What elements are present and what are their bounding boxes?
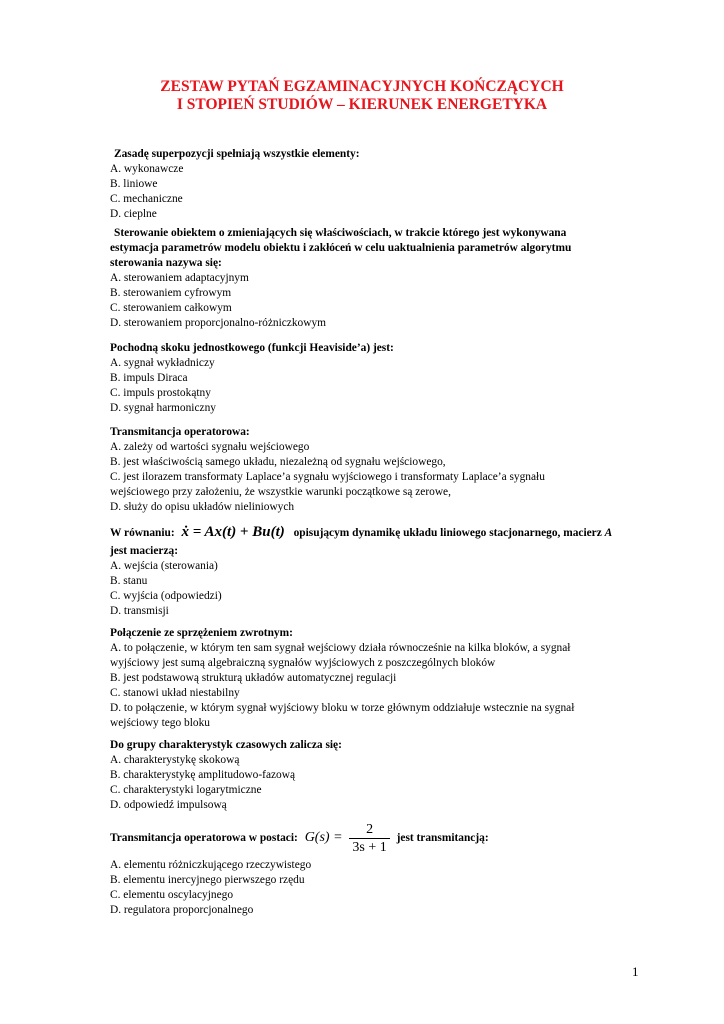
- answer-option: A. wejścia (sterowania): [110, 560, 218, 572]
- answer-option: B. jest właściwością samego układu, niezależną od sygnału wejściowego,: [110, 456, 446, 468]
- answer-option: wyjściowy jest sumą algebraiczną sygnałów wyjściowych z poszczególnych bloków: [110, 657, 496, 669]
- question-stem: Do grupy charakterystyk czasowych zalicza się:: [110, 739, 342, 751]
- fraction-numerator: 2: [349, 821, 389, 839]
- question-2: [110, 226, 670, 331]
- stem-suffix: opisującym dynamikę układu liniowego stacjonarnego, macierz: [293, 527, 602, 539]
- question-4: [110, 425, 670, 515]
- title-line-1: ZESTAW PYTAŃ EGZAMINACYJNYCH KOŃCZĄCYCH: [160, 78, 564, 95]
- title-line-2: I STOPIEŃ STUDIÓW – KIERUNEK ENERGETYKA: [176, 96, 548, 113]
- question-1: [110, 147, 670, 222]
- answer-option: B. stanu: [110, 575, 148, 587]
- question-stem: Transmitancja operatorowa:: [110, 426, 250, 438]
- question-stem-line: jest macierzą:: [110, 545, 178, 557]
- question-3: [110, 341, 670, 416]
- answer-option: A. zależy od wartości sygnału wejściowego: [110, 441, 310, 453]
- answer-option: D. regulatora proporcjonalnego: [110, 904, 254, 916]
- question-7: [110, 738, 670, 813]
- answer-option: D. sterowaniem proporcjonalno-różniczkowym: [110, 317, 327, 329]
- question-5: [110, 521, 670, 619]
- answer-option: C. mechaniczne: [110, 193, 183, 205]
- answer-option: D. transmisji: [110, 605, 169, 617]
- state-equation: ẋ = Ax(t) + Bu(t): [181, 524, 285, 540]
- answer-option: B. elementu inercyjnego pierwszego rzędu: [110, 874, 305, 886]
- question-6: [110, 626, 670, 731]
- answer-option: A. wykonawcze: [110, 163, 184, 175]
- answer-option: wejściowego przy założeniu, że wszystkie warunki początkowe są zerowe,: [110, 486, 451, 498]
- answer-option: C. charakterystyki logarytmiczne: [110, 784, 262, 796]
- answer-option: A. to połączenie, w którym ten sam sygnał wejściowy działa równocześnie na kilka bloków, a sygnał: [110, 642, 571, 654]
- answer-option: A. charakterystykę skokową: [110, 754, 240, 766]
- answer-option: A. sygnał wykładniczy: [110, 357, 215, 369]
- question-stem: Połączenie ze sprzężeniem zwrotnym:: [110, 627, 293, 639]
- answer-option: B. sterowaniem cyfrowym: [110, 287, 232, 299]
- question-stem-line: [110, 820, 670, 858]
- transfer-function-lhs: G(s) =: [304, 830, 343, 845]
- question-stem: Pochodną skoku jednostkowego (funkcji Heaviside’a) jest:: [110, 342, 394, 354]
- answer-option: C. elementu oscylacyjnego: [110, 889, 234, 901]
- question-stem: Zasadę superpozycji spełniają wszystkie elementy:: [114, 148, 360, 160]
- answer-option: B. liniowe: [110, 178, 158, 190]
- answer-option: D. cieplne: [110, 208, 157, 220]
- answer-option: D. sygnał harmoniczny: [110, 402, 216, 414]
- stem-prefix: W równaniu:: [110, 527, 175, 539]
- fraction-denominator: 3s + 1: [352, 839, 387, 855]
- stem-variable: A: [604, 527, 613, 539]
- answer-option: C. wyjścia (odpowiedzi): [110, 590, 222, 602]
- answer-option: D. służy do opisu układów nieliniowych: [110, 501, 295, 513]
- answer-option: A. sterowaniem adaptacyjnym: [110, 272, 249, 284]
- question-stem-line: [110, 521, 670, 544]
- answer-option: C. stanowi układ niestabilny: [110, 687, 240, 699]
- answer-option: B. charakterystykę amplitudowo-fazową: [110, 769, 296, 781]
- question-8: [110, 820, 670, 918]
- page-title: [0, 78, 724, 114]
- answer-option: wejściowy tego bloku: [110, 717, 210, 729]
- answer-option: D. odpowiedź impulsową: [110, 799, 227, 811]
- stem-prefix: Transmitancja operatorowa w postaci:: [110, 832, 298, 844]
- answer-option: C. jest ilorazem transformaty Laplace’a sygnału wyjściowego i transformaty Laplace’a sygnału: [110, 471, 545, 483]
- answer-option: B. jest podstawową strukturą układów automatycznej regulacji: [110, 672, 397, 684]
- stem-suffix: jest transmitancją:: [396, 832, 489, 844]
- answer-option: B. impuls Diraca: [110, 372, 188, 384]
- page-number: 1: [632, 964, 639, 979]
- question-stem-line: sterowania nazywa się:: [110, 257, 222, 269]
- question-stem-line: Sterowanie obiektem o zmieniających się właściwościach, w trakcie którego jest wykonywana: [114, 227, 567, 239]
- answer-option: D. to połączenie, w którym sygnał wyjściowy bloku w torze głównym oddziałuje wstecznie na sygnał: [110, 702, 575, 714]
- answer-option: C. sterowaniem całkowym: [110, 302, 232, 314]
- answer-option: A. elementu różniczkującego rzeczywistego: [110, 859, 312, 871]
- transfer-function-fraction: [349, 821, 389, 856]
- answer-option: C. impuls prostokątny: [110, 387, 211, 399]
- question-stem-line: estymacja parametrów modelu obiektu i zakłóceń w celu uaktualnienia parametrów algorytmu: [110, 242, 572, 254]
